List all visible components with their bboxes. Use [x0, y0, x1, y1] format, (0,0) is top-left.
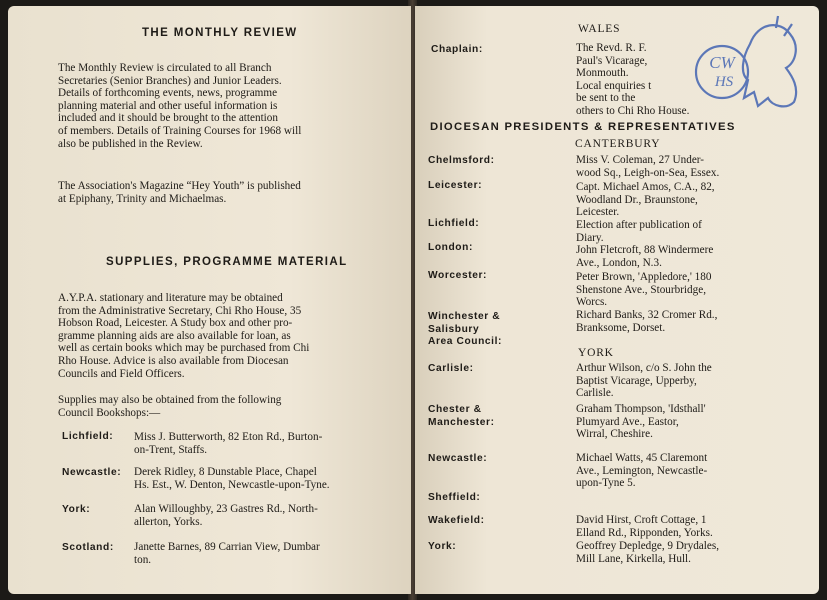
diocese-representative	[576, 452, 707, 490]
watermark-hs: HS	[714, 74, 734, 90]
text-line: Richard Banks, 32 Cromer Rd.,	[576, 309, 718, 321]
text-line: Arthur Wilson, c/o S. John the	[576, 362, 712, 374]
text-line: Janette Barnes, 89 Carrian View, Dumbar	[134, 541, 320, 553]
diocese-label: Wakefield:	[428, 515, 485, 526]
diocese-label: Newcastle:	[428, 453, 488, 464]
text-line: Supplies may also be obtained from the following	[58, 394, 282, 406]
supplies-title: SUPPLIES, PROGRAMME MATERIAL	[106, 256, 348, 268]
text-line: Ave., Lemington, Newcastle-	[576, 464, 708, 477]
diocesan-title: DIOCESAN PRESIDENTS & REPRESENTATIVES	[430, 121, 736, 133]
diocese-label: York:	[428, 541, 457, 552]
label-line: Manchester:	[428, 416, 495, 428]
dragon-shape	[743, 25, 796, 106]
bookshop-place: York:	[62, 504, 91, 515]
text-line: Hs. Est., W. Denton, Newcastle-upon-Tyne.	[134, 478, 330, 491]
text-line: Shenstone Ave., Stourbridge,	[576, 283, 706, 296]
text-line: Council Bookshops:—	[58, 406, 161, 419]
text-line: on-Trent, Staffs.	[134, 443, 208, 456]
text-line: The Monthly Review is circulated to all Branch	[58, 62, 272, 74]
bookshops-intro	[58, 394, 399, 419]
text-line: Details of forthcoming events, news, programme	[58, 87, 278, 100]
bookshop-place: Scotland:	[62, 542, 114, 553]
monthly-review-title: THE MONTHLY REVIEW	[142, 27, 298, 39]
diocese-label: London:	[428, 242, 473, 253]
diocese-label: Worcester:	[428, 270, 488, 281]
chaplain-details	[576, 42, 689, 118]
label-line: Chester &	[428, 404, 482, 415]
text-line: Worcs.	[576, 296, 608, 309]
label-line: Area Council:	[428, 336, 503, 348]
text-line: Secretaries (Senior Branches) and Junior Leaders.	[58, 74, 282, 87]
text-line: well as certain books which may be purchased from Chi	[58, 342, 310, 355]
diocese-label	[428, 404, 495, 429]
york-heading: YORK	[578, 347, 614, 359]
diocese-representative	[576, 309, 717, 334]
magazine-paragraph	[58, 180, 399, 205]
text-line: Woodland Dr., Braunstone,	[576, 193, 698, 206]
text-line: also be published in the Review.	[58, 137, 203, 150]
text-line: included and it should be brought to the attention	[58, 112, 278, 125]
diocese-label: Lichfield:	[428, 218, 480, 229]
text-line: The Revd. R. F.	[576, 42, 647, 54]
text-line: Hobson Road, Leicester. A Study box and other pro-	[58, 317, 293, 330]
text-line: Elland Rd., Ripponden, Yorks.	[576, 526, 713, 539]
text-line: Paul's Vicarage,	[576, 54, 648, 67]
text-line: Capt. Michael Amos, C.A., 82,	[576, 181, 715, 193]
text-line: Leicester.	[576, 206, 620, 219]
diocese-representative	[576, 244, 713, 269]
text-line: Election after publication of	[576, 219, 702, 231]
text-line: Geoffrey Depledge, 9 Drydales,	[576, 540, 720, 552]
bookshop-address	[134, 431, 322, 456]
text-line: Alan Willoughby, 23 Gastres Rd., North-	[134, 503, 318, 515]
text-line: be sent to the	[576, 92, 636, 105]
text-line: David Hirst, Croft Cottage, 1	[576, 514, 707, 526]
text-line: Michael Watts, 45 Claremont	[576, 452, 708, 464]
bookshop-address	[134, 541, 320, 566]
text-line: Rho House. Advice is also available from Diocesan	[58, 354, 289, 367]
diocese-representative	[576, 219, 702, 244]
text-line: Local enquiries t	[576, 79, 652, 92]
text-line: ton.	[134, 553, 152, 566]
bookshop-place: Lichfield:	[62, 431, 114, 442]
text-line: Branksome, Dorset.	[576, 321, 666, 334]
monthly-review-paragraph	[58, 62, 399, 150]
label-line: Winchester &	[428, 311, 501, 322]
diocese-representative	[576, 362, 712, 400]
diocese-representative	[576, 514, 713, 539]
watermark-cw: CW	[709, 53, 735, 72]
diocese-representative	[576, 154, 719, 179]
text-line: gramme planning aids are also available for loan, as	[58, 329, 291, 342]
text-line: Monmouth.	[576, 67, 629, 80]
diocese-label: Chelmsford:	[428, 155, 495, 166]
text-line: Ave., London, N.3.	[576, 256, 662, 269]
text-line: A.Y.P.A. stationary and literature may be obtained	[58, 292, 283, 304]
diocese-label	[428, 311, 502, 349]
text-line: Mill Lane, Kirkella, Hull.	[576, 552, 691, 565]
text-line: Graham Thompson, 'Idsthall'	[576, 403, 706, 415]
text-line: at Epiphany, Trinity and Michaelmas.	[58, 192, 227, 205]
bookshop-address	[134, 466, 330, 491]
text-line: from the Administrative Secretary, Chi Rho House, 35	[58, 304, 302, 317]
text-line: Diary.	[576, 231, 604, 244]
diocese-representative	[576, 403, 706, 441]
text-line: John Fletcroft, 88 Windermere	[576, 244, 714, 256]
text-line: allerton, Yorks.	[134, 515, 203, 528]
text-line: The Association's Magazine “Hey Youth” is published	[58, 180, 301, 192]
label-line: Salisbury	[428, 323, 480, 335]
text-line: others to Chi Rho House.	[576, 104, 690, 117]
text-line: Plumyard Ave., Eastor,	[576, 415, 679, 428]
text-line: planning material and other useful information is	[58, 99, 278, 112]
diocese-label: Sheffield:	[428, 492, 481, 503]
wales-heading: WALES	[578, 23, 621, 35]
text-line: Miss V. Coleman, 27 Under-	[576, 154, 705, 166]
canterbury-heading: CANTERBURY	[575, 138, 661, 150]
text-line: Carlisle.	[576, 387, 614, 400]
text-line: Baptist Vicarage, Upperby,	[576, 374, 697, 387]
text-line: upon-Tyne 5.	[576, 477, 636, 490]
text-line: of members. Details of Training Courses for 1968 will	[58, 124, 302, 137]
diocese-representative	[576, 540, 719, 565]
text-line: Peter Brown, 'Appledore,' 180	[576, 271, 712, 283]
text-line: Councils and Field Officers.	[58, 367, 185, 380]
supplies-paragraph	[58, 292, 399, 380]
text-line: wood Sq., Leigh-on-Sea, Essex.	[576, 166, 720, 179]
bookshop-place: Newcastle:	[62, 467, 122, 478]
text-line: Derek Ridley, 8 Dunstable Place, Chapel	[134, 466, 317, 478]
cwhs-watermark-logo	[688, 14, 808, 118]
bookshop-address	[134, 503, 318, 528]
diocese-label: Carlisle:	[428, 363, 474, 374]
text-line: Miss J. Butterworth, 82 Eton Rd., Burton-	[134, 431, 323, 443]
diocese-representative	[576, 271, 711, 309]
text-line: Wirral, Cheshire.	[576, 428, 653, 441]
diocese-representative	[576, 181, 715, 219]
diocese-label: Leicester:	[428, 180, 483, 191]
chaplain-label: Chaplain:	[431, 44, 483, 55]
